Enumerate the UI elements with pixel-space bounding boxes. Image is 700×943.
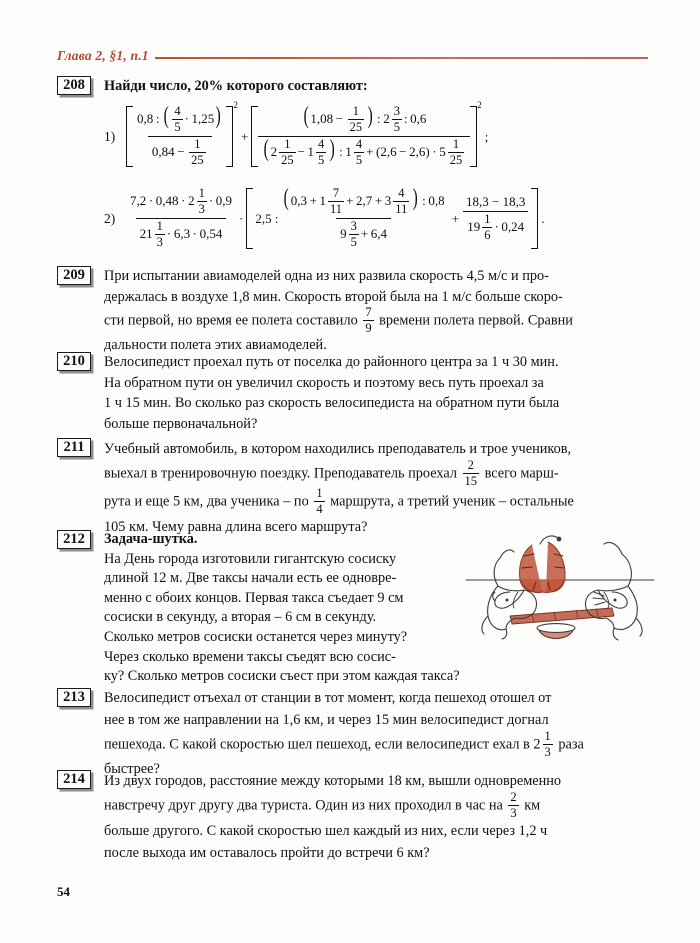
problem-210 <box>57 352 652 434</box>
formula-terminator: . <box>541 210 545 226</box>
problem-prompt <box>104 76 647 97</box>
problem-number-badge: 213 <box>57 688 91 707</box>
chapter-label: Глава 2, §1, п.1 <box>57 48 149 63</box>
dachshunds-sausage-illustration <box>462 528 658 654</box>
problem-208 <box>57 76 647 97</box>
formula-index: 2) <box>104 210 116 226</box>
eye <box>614 599 617 602</box>
fraction-2 <box>258 101 470 167</box>
text-line: после выхода им оставалось пройти до встречи 6 км? <box>104 845 430 861</box>
bracket-group-3 <box>246 183 538 249</box>
exponent: 2 <box>233 99 238 110</box>
sausage-loop <box>520 542 566 593</box>
text-line: Через сколько времени таксы съедят всю сосис- <box>104 648 396 665</box>
problem-214 <box>57 770 652 864</box>
right-fraction <box>462 195 529 243</box>
text-line: менно с обоих концов. Первая такса съедает 9 см <box>104 589 404 606</box>
problem-213 <box>57 688 652 781</box>
multiply-sign: · <box>239 210 244 226</box>
page-number: 54 <box>57 884 70 899</box>
formula-index: 1) <box>104 128 116 144</box>
text-line: При испытании авиамоделей одна из них развила скорость 4,5 м/с и про- <box>104 268 549 284</box>
problem-body <box>104 266 652 356</box>
fraction-1 <box>133 101 226 167</box>
text-line: навстречу друг другу два туриста. Один из них проходил в час на $\frac{2}{3}$ км <box>104 790 541 820</box>
lead-fraction <box>126 188 236 249</box>
bracket-right <box>531 188 538 249</box>
bracket-left <box>126 106 133 167</box>
problem-body <box>104 770 652 864</box>
text-line: Из двух городов, расстояние между которыми 18 км, вышли одновременно <box>104 773 562 789</box>
formula-208-1 <box>104 99 491 167</box>
mid-fraction <box>278 183 448 249</box>
text-line: рута и еще 5 км, два ученика – по $\frac{1}{4}$ маршрута, а третий ученик – остальные <box>104 486 574 516</box>
text-line: 1 ч 15 мин. Во сколько раз скорость велосипедиста на обратном пути была <box>104 395 560 412</box>
bracket-right <box>470 106 477 167</box>
text-line: Велосипедист проехал путь от поселка до районного центра за 1 ч 30 мин. <box>104 354 559 370</box>
prompt-line: Найди число, 20% которого составляют: <box>104 78 368 94</box>
plus-sign: + <box>451 210 459 226</box>
problem-body <box>104 688 652 781</box>
problem-209 <box>57 266 652 356</box>
problem-number-badge: 210 <box>57 352 91 371</box>
problem-number-badge: 212 <box>57 530 91 549</box>
denominator: 19 $\frac{1}{6}$ · 0,24 <box>463 211 528 242</box>
exponent: 2 <box>477 99 482 110</box>
text-line: На обратном пути он увеличил скорость и поэтому весь путь проехал за <box>104 374 544 391</box>
problem-number-badge: 211 <box>57 438 91 457</box>
eye <box>506 599 509 602</box>
bracket-group-1 <box>126 99 238 167</box>
problem-body <box>104 438 652 538</box>
plus-sign: + <box>240 128 249 144</box>
long-sausage <box>510 608 614 624</box>
numerator: ( 0,3 + 1 $\frac{7}{11}$ + 2,7 + 3 $\frac{4}{11}$ ) : 0,8 <box>284 183 445 216</box>
bracket-right <box>226 106 233 167</box>
bracket-left <box>246 188 253 249</box>
page-header <box>57 45 648 67</box>
problem-number-badge: 209 <box>57 266 91 285</box>
problem-number-badge: 214 <box>57 770 91 789</box>
numerator: 18,3 − 18,3 <box>466 193 526 209</box>
text-line: быстрее? <box>104 761 160 777</box>
text-line: Сколько метров сосиски останется через минуту? <box>104 628 408 645</box>
text-line: Велосипедист отъехал от станции в тот момент, когда пешеход отошел от <box>104 690 552 706</box>
denominator: ( 2 $\frac{1}{25}$ − 1 $\frac{4}{5}$ ) : 1 $\frac{4}{5}$ + (2,6 − 2,6) · 5 $\frac{1}{25}$ <box>258 136 470 167</box>
text-line: На День города изготовили гигантскую сосиску <box>104 550 397 567</box>
text-line: сосиски в секунду, а вторая – 6 см в секунду. <box>104 609 377 626</box>
text-line: держалась в воздухе 1,8 мин. Скорость второй была на 1 м/с больше скоро- <box>104 288 563 305</box>
text-line: ку? Сколько метров сосиски съест при этом каждая такса? <box>104 668 460 685</box>
text-line: сти первой, но время ее полета составило $\frac{7}{9}$ времени полета первой. Сравни <box>104 305 573 335</box>
numerator: 7,2 · 0,48 · 2 $\frac{1}{3}$ · 0,9 <box>130 186 233 216</box>
text-line: нее в том же направлении на 1,6 км, и через 15 мин велосипедист догнал <box>104 711 549 728</box>
bowl <box>537 624 575 639</box>
formula-terminator: ; <box>484 128 489 144</box>
denominator: 21 $\frac{1}{3}$ · 6,3 · 0,54 <box>136 218 227 249</box>
inner-lead: 2,5 : <box>255 210 279 226</box>
header-rule <box>155 57 648 59</box>
text-line: длиной 12 м. Две таксы начали есть ее одновре- <box>104 570 397 587</box>
denominator: 0,84 − $\frac{1}{25}$ <box>148 136 212 167</box>
text-line: больше другого. С какой скоростью шел каждый из них, если через 1,2 ч <box>104 823 548 839</box>
bracket-left <box>251 106 258 167</box>
problem-number-badge: 208 <box>57 76 91 95</box>
formula-208-2 <box>104 183 548 249</box>
text-line: пешехода. С какой скоростью шел пешеход, если велосипедист ехал в 2 $\frac{1}{3}$ раза <box>104 729 584 759</box>
bracket-group-2 <box>251 99 482 167</box>
text-line: больше первоначальной? <box>104 415 258 432</box>
problem-title: Задача-шутка. <box>104 531 198 547</box>
numerator: ( 1,08 − $\frac{1}{25}$ ) : 2 $\frac{3}{5}$ : 0,6 <box>303 101 427 134</box>
problem-body <box>104 352 652 434</box>
denominator: 9 $\frac{3}{5}$ + 6,4 <box>336 218 391 249</box>
text-line: выехал в тренировочную поездку. Преподаватель проехал $\frac{2}{15}$ всего марш- <box>104 458 559 488</box>
dachshund-right <box>586 542 643 640</box>
numerator: 0,8 : ( $\frac{4}{5}$ · 1,25) <box>137 101 221 134</box>
text-line: дальности полета этих авиамоделей. <box>104 337 327 354</box>
text-line: 105 км. Чему равна длина всего маршрута? <box>104 519 368 535</box>
problem-211 <box>57 438 652 538</box>
text-line: Учебный автомобиль, в котором находились преподаватель и трое учеников, <box>104 441 572 457</box>
